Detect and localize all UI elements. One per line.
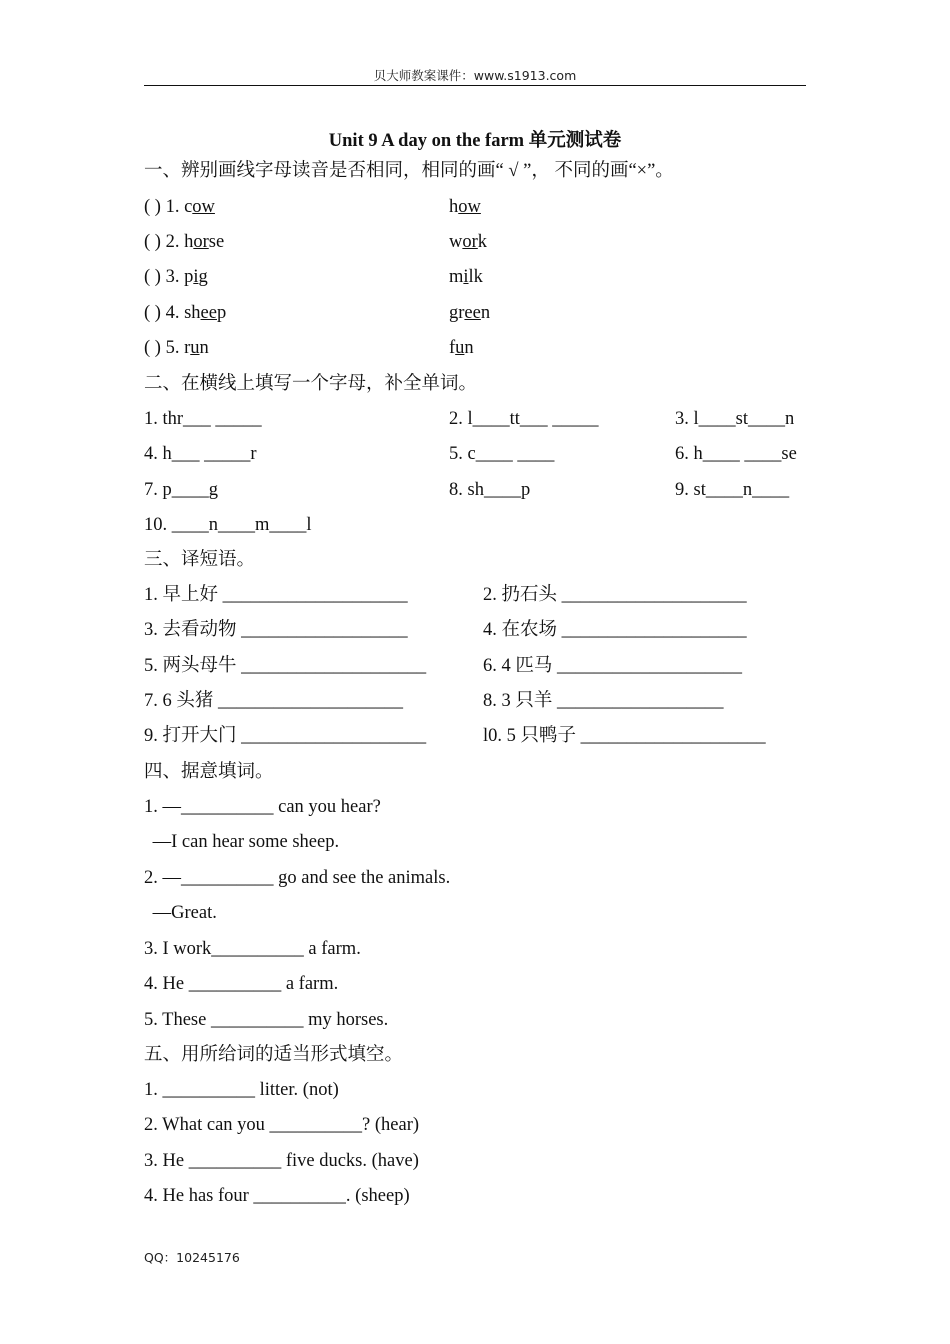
s3-item-6: 6. 4 匹马 ____________________ (483, 656, 743, 676)
s4-line-3: 2. —__________ go and see the animals. (144, 868, 451, 888)
section1-heading: 一、辨别画线字母读音是否相同，相同的画“ √ ”， 不同的画“×”。 (144, 161, 674, 181)
s2-item-10: 10. ____n____m____l (144, 515, 312, 535)
s2-item-3: 3. l____st____n (675, 409, 795, 429)
s3-item-10: l0. 5 只鸭子 ____________________ (483, 726, 766, 746)
s1-item-4-a: ( ) 4. sheep (144, 303, 227, 323)
s4-line-7: 5. These __________ my horses. (144, 1010, 389, 1030)
s1-item-5-a: ( ) 5. run (144, 338, 209, 358)
s5-line-2: 2. What can you __________? (hear) (144, 1115, 420, 1135)
section5-heading: 五、用所给词的适当形式填空。 (144, 1045, 404, 1065)
s4-line-2: —I can hear some sheep. (148, 832, 340, 852)
s2-item-4: 4. h___ _____r (144, 444, 257, 464)
section2-heading: 二、在横线上填写一个字母，补全单词。 (144, 374, 478, 394)
s1-item-1-a: ( ) 1. cow (144, 197, 215, 217)
page-footer: QQ：10245176 (144, 1250, 240, 1265)
s2-item-1: 1. thr___ _____ (144, 409, 262, 429)
s4-line-5: 3. I work__________ a farm. (144, 939, 361, 959)
s3-item-2: 2. 扔石头 ____________________ (483, 585, 747, 605)
s1-item-5-b: fun (449, 338, 474, 358)
header-divider (144, 85, 806, 86)
s2-item-9: 9. st____n____ (675, 480, 790, 500)
s3-item-4: 4. 在农场 ____________________ (483, 620, 747, 640)
s3-item-7: 7. 6 头猪 ____________________ (144, 691, 404, 711)
section3-heading: 三、译短语。 (144, 550, 256, 570)
s2-item-6: 6. h____ ____se (675, 444, 797, 464)
page-header: 贝大师教案课件：www.s1913.com (373, 68, 577, 83)
s3-item-9: 9. 打开大门 ____________________ (144, 726, 427, 746)
s5-line-1: 1. __________ litter. (not) (144, 1080, 339, 1100)
s5-line-4: 4. He has four __________. (sheep) (144, 1186, 410, 1206)
s1-item-1-b: how (449, 197, 481, 217)
s1-item-4-b: green (449, 303, 491, 323)
s4-line-6: 4. He __________ a farm. (144, 974, 339, 994)
s2-item-7: 7. p____g (144, 480, 218, 500)
s4-line-4: —Great. (148, 903, 217, 923)
s3-item-3: 3. 去看动物 __________________ (144, 620, 408, 640)
s1-item-3-b: milk (449, 267, 483, 287)
section4-heading: 四、据意填词。 (144, 762, 274, 782)
s4-line-1: 1. —__________ can you hear? (144, 797, 381, 817)
s2-item-5: 5. c____ ____ (449, 444, 555, 464)
s2-item-8: 8. sh____p (449, 480, 531, 500)
page-title: Unit 9 A day on the farm 单元测试卷 (328, 131, 622, 151)
s2-item-2: 2. l____tt___ _____ (449, 409, 599, 429)
s3-item-1: 1. 早上好 ____________________ (144, 585, 408, 605)
s1-item-2-a: ( ) 2. horse (144, 232, 225, 252)
s1-item-3-a: ( ) 3. pig (144, 267, 208, 287)
s3-item-5: 5. 两头母牛 ____________________ (144, 656, 427, 676)
s3-item-8: 8. 3 只羊 __________________ (483, 691, 724, 711)
s5-line-3: 3. He __________ five ducks. (have) (144, 1151, 419, 1171)
s1-item-2-b: work (449, 232, 488, 252)
